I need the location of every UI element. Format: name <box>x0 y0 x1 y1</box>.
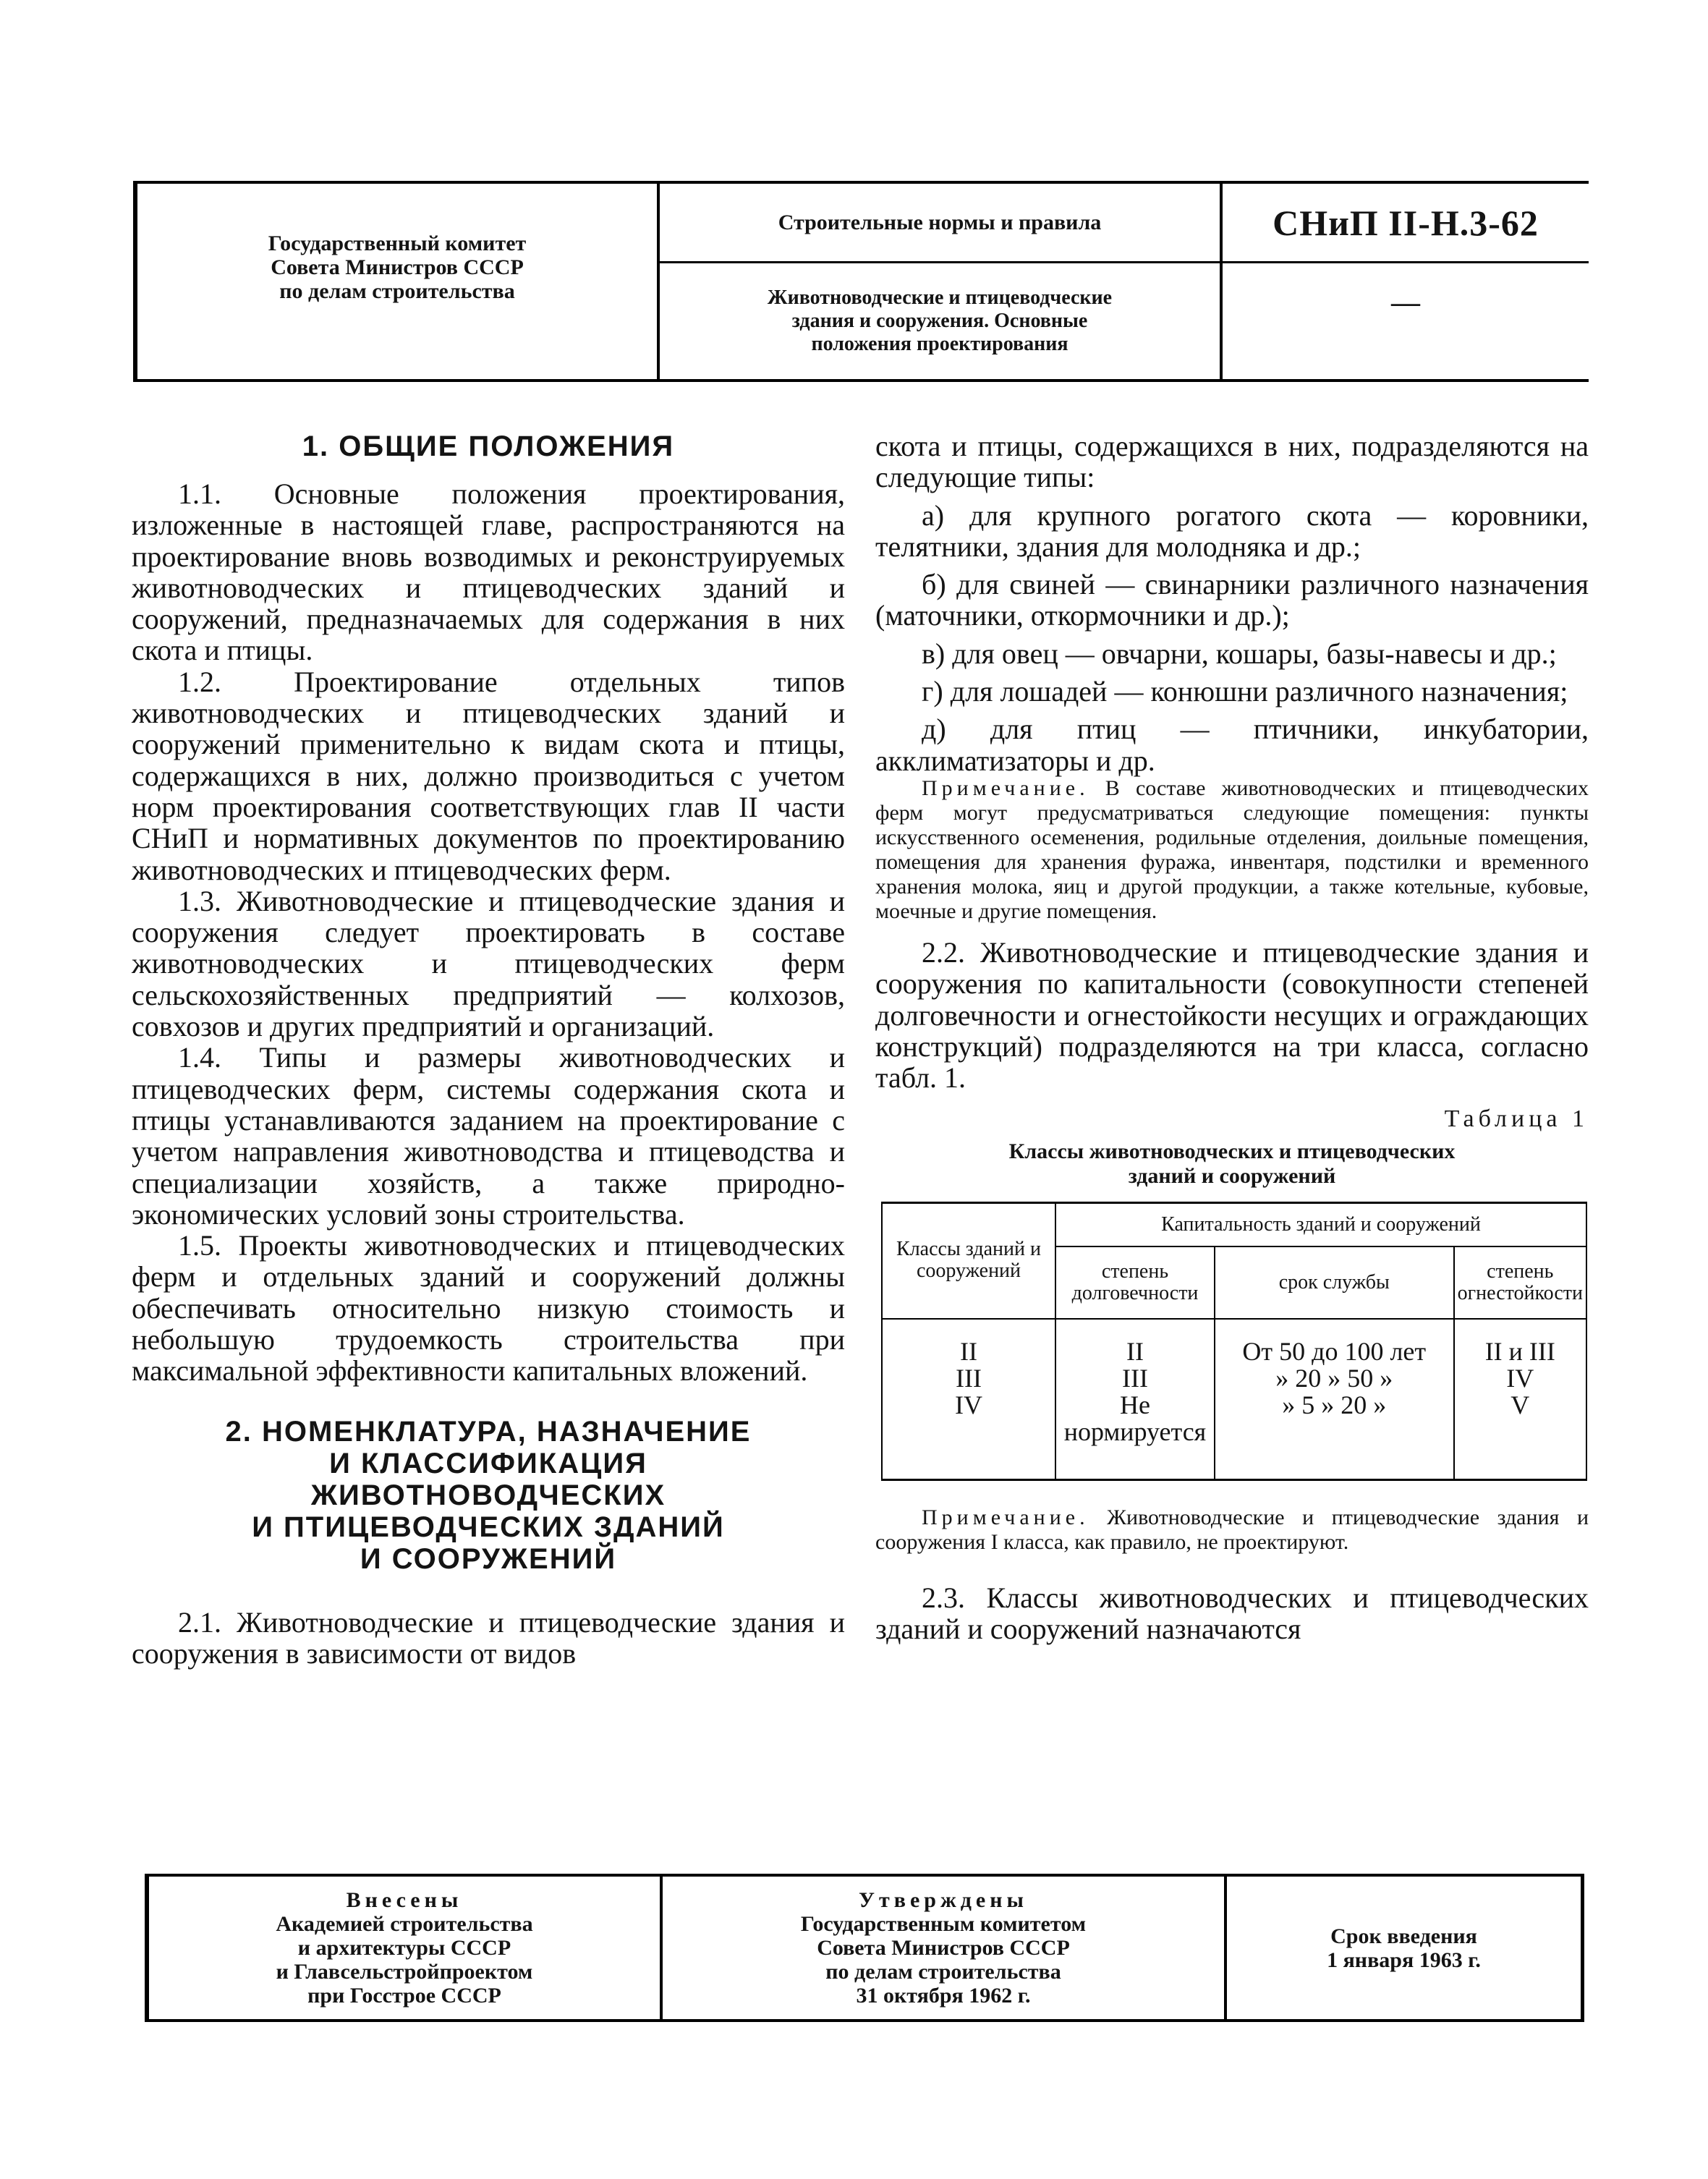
footer-line: Академией строительства <box>276 1912 533 1936</box>
cell-value: IV <box>1506 1363 1534 1393</box>
cell-value: II и III <box>1484 1336 1555 1366</box>
footer-line: и архитектуры СССР <box>297 1936 511 1960</box>
list-item: в) для овец — овчарни, кошары, базы-навесы и др.; <box>922 637 1557 670</box>
header-title-line: здания и сооружения. Основные <box>791 310 1088 332</box>
list-item: а) для крупного рогатого скота — коровники, телятники, здания для молодняка и др.; <box>875 498 1589 563</box>
footer-line: 31 октября 1962 г. <box>856 1984 1031 2008</box>
paragraph-1-4: 1.4. Типы и размеры животноводческих и птицеводческих ферм, системы содержания скота и птицы устанавливаются заданием на проектирование с учетом направления животноводства и птицеводства и специализации хозяйств, а также природно-экономических условий зоны строительства. <box>132 1041 845 1231</box>
left-column <box>132 430 845 1669</box>
effective-date: 1 января 1963 г. <box>1327 1947 1481 1972</box>
footer-introduced <box>276 1888 532 2008</box>
paragraph-1-2: 1.2. Проектирование отдельных типов животноводческих и птицеводческих зданий и сооружений применительно к видам скота и птицы, содержащихся в них, должно производиться с учетом норм проектирования соответствующих глав II части СНиП и нормативных документов по проектированию животноводческих и птицеводческих ферм. <box>132 665 845 886</box>
footer-block <box>145 1874 1584 2022</box>
paragraph-2-1-continued: скота и птицы, содержащихся в них, подразделяются на следующие типы: <box>875 430 1589 494</box>
cell-value: » 20 » 50 » <box>1275 1363 1393 1393</box>
table-title-line: Классы животноводческих и птицеводческих <box>1008 1139 1456 1163</box>
cell-value: V <box>1511 1390 1530 1419</box>
footer-line: и Главсельстройпроектом <box>276 1960 533 1984</box>
td-service-life <box>1215 1319 1454 1480</box>
table-title-line: зданий и сооружений <box>1128 1163 1336 1188</box>
section2-heading-line: 2. НОМЕНКЛАТУРА, НАЗНАЧЕНИЕ <box>225 1415 752 1448</box>
footer-effective <box>1327 1924 1481 1972</box>
section1-heading: 1. ОБЩИЕ ПОЛОЖЕНИЯ <box>302 430 675 462</box>
table-row <box>882 1319 1586 1480</box>
right-column <box>875 430 1589 1644</box>
note-text: В составе животноводческих и птицеводческих ферм могут предусматриваться следующие помещения: пункты искусственного осеменения, родильные отделения, доильные помещения, помещения для хранения фуража, инвентаря, подстилки и временного хранения молока, яиц и другой продукции, а также котельные, кубовые, моечные и другие помещения. <box>875 776 1589 923</box>
header-org-cell <box>137 184 660 379</box>
header-title-line: Животноводческие и птицеводческие <box>767 286 1113 309</box>
cell-value: Не нормируется <box>1063 1390 1207 1446</box>
paragraph-1-1: 1.1. Основные положения проектирования, изложенные в настоящей главе, распространяются на проектирование вновь возводимых и реконструируемых животноводческих и птицеводческих зданий и сооружений, предназначаемых для содержания в них скота и птицы. <box>132 477 845 667</box>
header-code-cell <box>1223 184 1589 379</box>
paragraph-1-3: 1.3. Животноводческие и птицеводческие здания и сооружения следует проектировать в составе животноводческих и птицеводческих ферм сельскохозяйственных предприятий — колхозов, совхозов и других предприятий и организаций. <box>132 884 845 1043</box>
th-group-capitality: Капитальность зданий и сооружений <box>1055 1202 1586 1246</box>
table-caption: Таблица 1 <box>1444 1105 1589 1133</box>
section2-heading-line: ЖИВОТНОВОДЧЕСКИХ <box>310 1479 666 1511</box>
section2-heading-line: И КЛАССИФИКАЦИЯ <box>329 1447 647 1479</box>
td-classes <box>882 1319 1055 1480</box>
section2-heading-line: И ПТИЦЕВОДЧЕСКИХ ЗДАНИЙ <box>252 1511 725 1543</box>
paragraph-2-2: 2.2. Животноводческие и птицеводческие здания и сооружения по капитальности (совокупности степеней долговечности и огнестойкости несущих и ограждающих конструкций) подразделяются на три класса, согласно табл. 1. <box>875 935 1589 1095</box>
header-org <box>268 232 527 303</box>
classes-table <box>881 1202 1587 1481</box>
table-title <box>875 1139 1589 1189</box>
header-org-line: по делам строительства <box>279 279 515 303</box>
footer-line: по делам строительства <box>825 1960 1061 1984</box>
header-org-line: Государственный комитет <box>268 231 527 255</box>
note-label: Примечание. <box>922 1505 1089 1529</box>
list-item: г) для лошадей — конюшни различного назначения; <box>922 675 1568 708</box>
cell-value: От 50 до 100 лет <box>1242 1336 1427 1366</box>
footer-approved <box>801 1888 1086 2008</box>
list-item: д) для птиц — птичники, инкубатории, акклиматизаторы и др. <box>875 713 1589 777</box>
header-series: Строительные нормы и правила <box>778 211 1102 234</box>
header-title-line: положения проектирования <box>811 333 1068 355</box>
footer-label: Внесены <box>346 1888 463 1912</box>
note-text: Животноводческие и птицеводческие здания и сооружения I класса, как правило, не проектируют. <box>875 1505 1589 1554</box>
footer-line: Государственным комитетом <box>800 1912 1087 1936</box>
header-title <box>768 286 1112 356</box>
th-classes: Классы зданий и сооружений <box>882 1202 1055 1319</box>
th-fire-resistance: степень огнестойкости <box>1454 1246 1586 1319</box>
th-service-life: срок службы <box>1215 1246 1454 1319</box>
footer-approved-cell <box>663 1877 1227 2019</box>
replaces-dash: — <box>1391 286 1420 318</box>
document-code: СНиП II-Н.3-62 <box>1272 202 1539 243</box>
paragraph-2-1-start: 2.1. Животноводческие и птицеводческие здания и сооружения в зависимости от видов <box>132 1605 845 1670</box>
cell-value: III <box>1122 1363 1148 1393</box>
building-types-list <box>875 500 1589 776</box>
header-org-line: Совета Министров СССР <box>271 255 524 279</box>
list-item: б) для свиней — свинарники различного назначения (маточники, откормочники и др.); <box>875 568 1589 632</box>
td-durability <box>1055 1319 1215 1480</box>
table-note <box>875 1505 1589 1555</box>
td-fire-resistance <box>1454 1319 1586 1480</box>
header-block <box>133 181 1589 382</box>
header-title-cell <box>660 184 1223 379</box>
cell-value: » 5 » 20 » <box>1282 1390 1387 1419</box>
cell-value: III <box>956 1363 982 1393</box>
footer-introduced-cell <box>149 1877 663 2019</box>
note-premises <box>875 776 1589 924</box>
cell-value: II <box>1126 1336 1144 1366</box>
paragraph-2-3: 2.3. Классы животноводческих и птицеводческих зданий и сооружений назначаются <box>875 1581 1589 1646</box>
cell-value: IV <box>955 1390 982 1419</box>
footer-effective-cell <box>1227 1877 1581 2019</box>
footer-label: Срок введения <box>1330 1924 1477 1948</box>
section2-heading-line: И СООРУЖЕНИЙ <box>360 1542 617 1575</box>
footer-label: Утверждены <box>859 1888 1028 1912</box>
paragraph-1-5: 1.5. Проекты животноводческих и птицеводческих ферм и отдельных зданий и сооружений должны обеспечивать относительно низкую стоимость и небольшую трудоемкость строительства при максимальной эффективности капитальных вложений. <box>132 1229 845 1388</box>
footer-line: при Госстрое СССР <box>307 1984 501 2008</box>
th-durability: степень долговечности <box>1055 1246 1215 1319</box>
section2-heading <box>132 1416 845 1575</box>
footer-line: Совета Министров СССР <box>817 1936 1070 1960</box>
cell-value: II <box>960 1336 977 1366</box>
note-label: Примечание. <box>922 776 1089 800</box>
